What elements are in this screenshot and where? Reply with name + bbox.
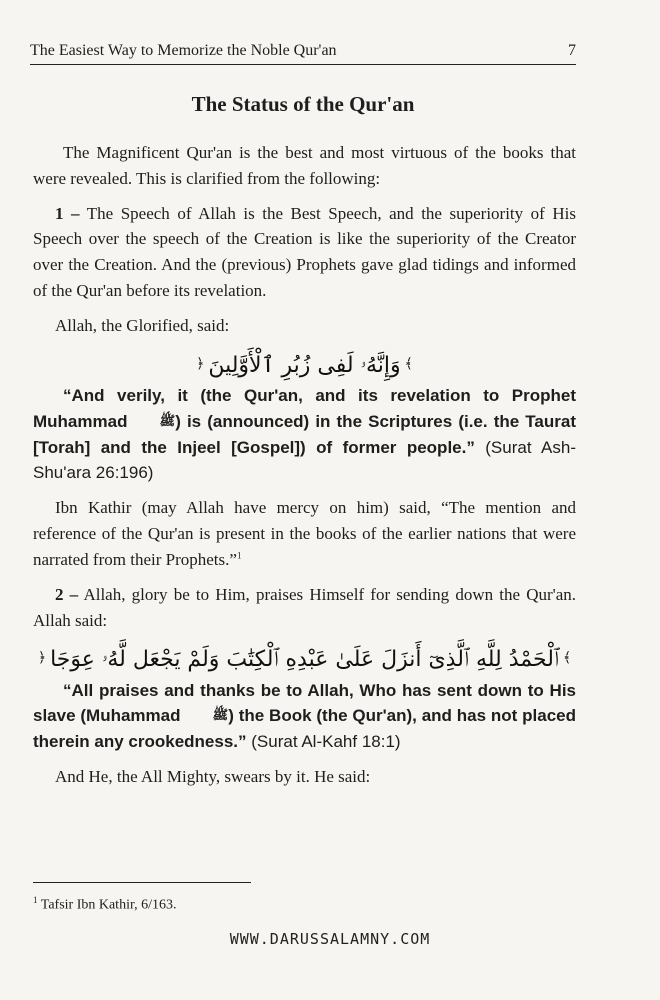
arabic-verse-1 <box>33 348 576 383</box>
page-title: The Status of the Qur'an <box>191 92 415 116</box>
intro-paragraph: The Magnificent Qur'an is the best and most virtuous of the books that were revealed. This is clarified from the following: <box>33 143 576 188</box>
ibn-kathir-paragraph <box>33 495 576 572</box>
ornament-close: ﴿ <box>196 355 205 372</box>
quote-2-part-a: “All praises and thanks be to Allah, Who has sent down to His slave (Muhammad <box>33 680 576 726</box>
translation-quote-2 <box>33 678 576 755</box>
point-one-number: 1 – <box>55 203 80 223</box>
header-divider <box>30 64 576 65</box>
honorific-symbol: ﷺ <box>159 412 176 428</box>
quote-2-reference: (Surat Al-Kahf 18:1) <box>251 732 401 752</box>
honorific-symbol: ﷺ <box>212 707 229 723</box>
website-watermark: WWW.DARUSSALAMNY.COM <box>229 930 431 948</box>
translation-quote-1 <box>33 383 576 486</box>
point-two-number: 2 – <box>55 584 79 604</box>
ornament-open: ﴾ <box>562 650 572 667</box>
ornament-close: ﴿ <box>37 650 47 667</box>
running-header <box>30 42 576 60</box>
ibn-kathir-text: Ibn Kathir (may Allah have mercy on him) said, “The mention and reference of the Qur'an is present in the books of the earlier nations that were narrated from their Prophets.” <box>33 498 576 569</box>
point-two-text: Allah, glory be to Him, praises Himself for sending down the Qur'an. Allah said: <box>33 584 577 630</box>
he-said-line: And He, the All Mighty, swears by it. He said: <box>55 767 371 787</box>
quote-1-reference: (Surat Ash-Shu'ara 26:196) <box>33 437 576 483</box>
footnote-text: Tafsir Ibn Kathir, 6/163. <box>40 897 177 913</box>
footnote-marker[interactable]: 1 <box>236 550 242 561</box>
footnote-divider <box>33 882 251 883</box>
footnote-number: 1 <box>33 895 38 905</box>
point-one-paragraph <box>33 201 576 304</box>
point-one-text: The Speech of Allah is the Best Speech, and the superiority of His Speech over the speech of the Creation is like the superiority of the Creator over the Creation. And the (previous) Prophets gave glad tidings and informed of the Qur'an before its revelation. <box>33 203 576 301</box>
quote-1-part-a: “And verily, it (the Qur'an, and its revelation to Prophet Muhammad <box>33 385 576 431</box>
allah-said-line: Allah, the Glorified, said: <box>55 315 230 335</box>
quote-1-part-b: ) is (announced) in the Scriptures (i.e. the Taurat [Torah] and the Injeel [Gospel]) of former people.” <box>33 411 576 457</box>
ornament-open: ﴾ <box>404 355 413 372</box>
arabic-verse-1-text: وَإِنَّهُۥ لَفِى زُبُرِ ٱلْأَوَّلِينَ <box>208 352 401 378</box>
point-two-paragraph <box>33 582 576 634</box>
arabic-verse-2 <box>33 642 576 677</box>
page-number: 7 <box>568 42 576 59</box>
arabic-verse-2-text: ٱلْحَمْدُ لِلَّهِ ٱلَّذِىٓ أَنزَلَ عَلَىٰ عَبْدِهِ ٱلْكِتَٰبَ وَلَمْ يَجْعَل لَّهُۥ عِوَجَا <box>50 647 559 673</box>
running-title: The Easiest Way to Memorize the Noble Qur'an <box>30 42 337 59</box>
footnote <box>33 895 176 914</box>
quote-2-part-b: ) the Book (the Qur'an), and has not placed therein any crookedness.” <box>33 706 576 752</box>
body-text <box>33 140 576 790</box>
